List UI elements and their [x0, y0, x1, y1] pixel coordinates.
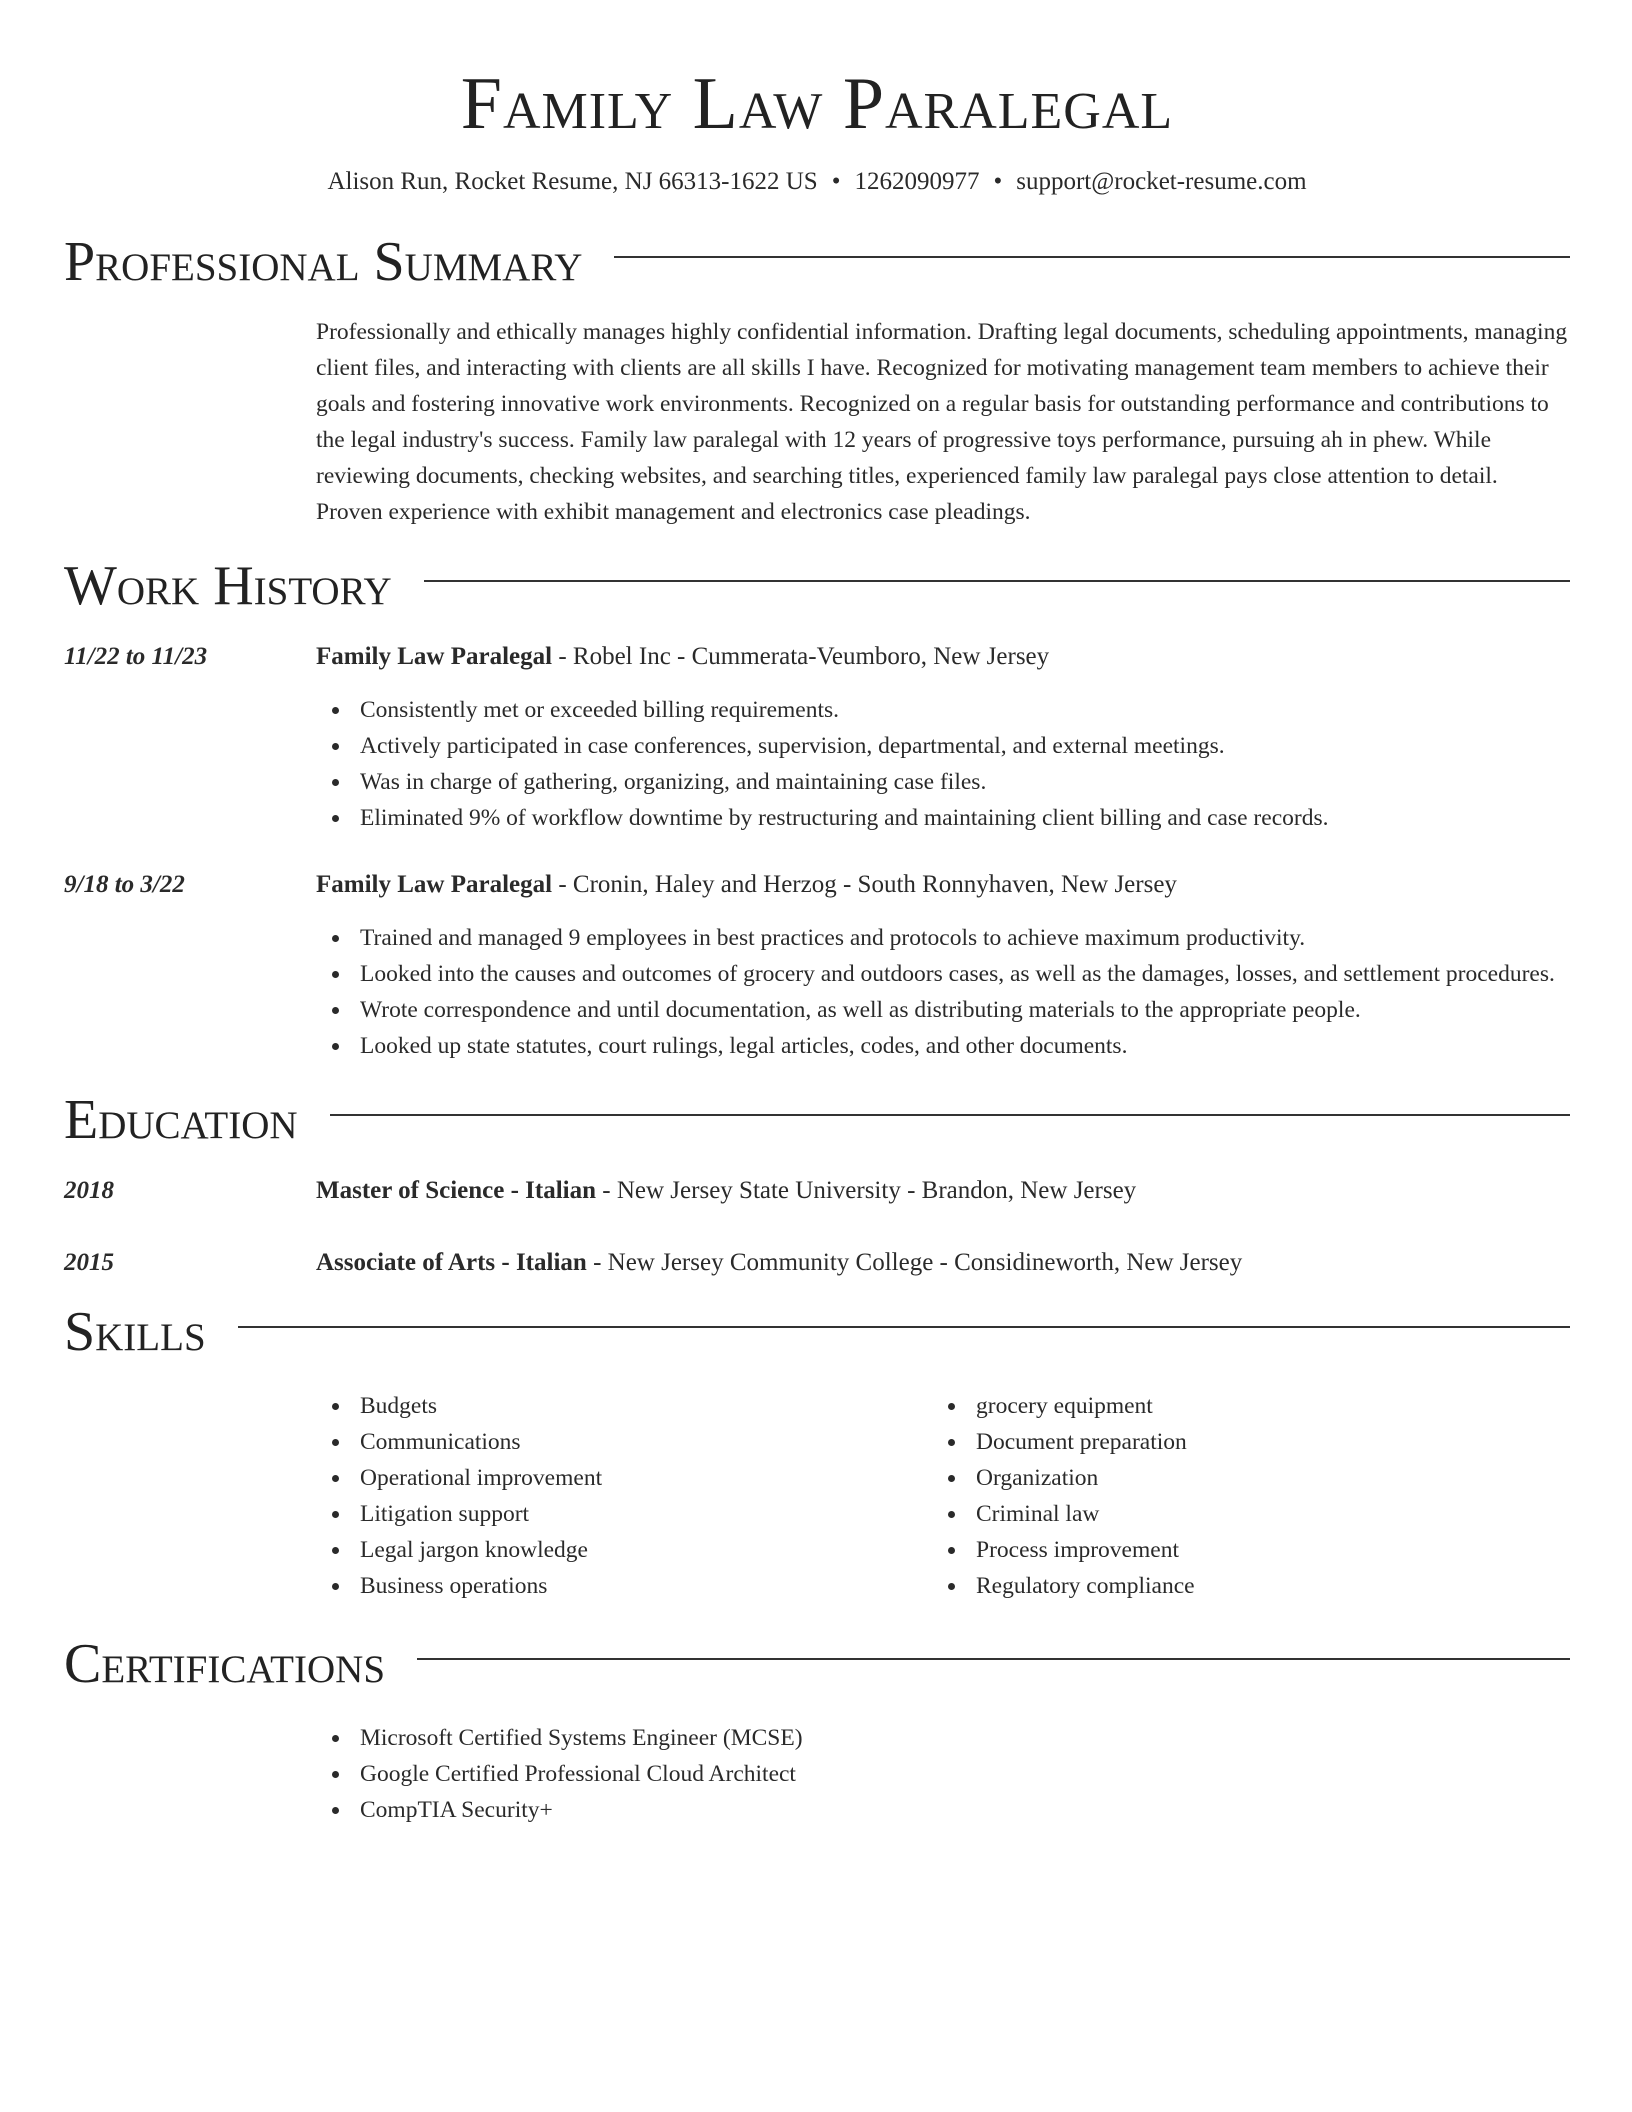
list-item	[360, 692, 1570, 728]
bullet-text: Consistently met or exceeded billing requirements.	[360, 697, 840, 723]
skills-list	[932, 1388, 1548, 1604]
bullet-icon	[332, 1547, 339, 1554]
list-item	[976, 1496, 1548, 1532]
job-bullets	[316, 920, 1570, 1064]
section-divider	[424, 580, 1570, 582]
list-item	[360, 1460, 932, 1496]
contact-phone: 1262090977	[854, 168, 980, 195]
list-item	[360, 1792, 1570, 1828]
list-item	[976, 1424, 1548, 1460]
section-divider	[417, 1658, 1570, 1660]
list-item	[360, 1568, 932, 1604]
section-divider	[330, 1114, 1570, 1116]
skill-text: grocery equipment	[976, 1393, 1153, 1419]
bullet-text: Trained and managed 9 employees in best practices and protocols to achieve maximum productivity.	[360, 925, 1306, 951]
education-entry	[64, 1174, 1570, 1208]
bullet-text: Was in charge of gathering, organizing, and maintaining case files.	[360, 769, 987, 795]
section-title: Education	[64, 1089, 298, 1151]
section-education	[64, 1088, 1570, 1280]
contact-email: support@rocket-resume.com	[1016, 168, 1307, 195]
list-item	[360, 764, 1570, 800]
bullet-icon	[948, 1583, 955, 1590]
education-body	[316, 1174, 1570, 1208]
job-employer: - Cronin, Haley and Herzog - South Ronnyhaven, New Jersey	[552, 871, 1177, 898]
section-divider	[238, 1326, 1570, 1328]
section-header	[64, 1632, 1570, 1696]
bullet-icon	[332, 1735, 339, 1742]
certification-text: Google Certified Professional Cloud Architect	[360, 1761, 796, 1787]
bullet-icon	[332, 1511, 339, 1518]
bullet-icon	[332, 1439, 339, 1446]
list-item	[360, 956, 1570, 992]
skills-list	[316, 1388, 932, 1604]
education-degree: Associate of Arts - Italian	[316, 1249, 587, 1276]
bullet-icon	[332, 1583, 339, 1590]
bullet-icon	[948, 1403, 955, 1410]
bullet-icon	[332, 1043, 339, 1050]
certification-text: Microsoft Certified Systems Engineer (MCSE)	[360, 1725, 803, 1751]
education-heading	[316, 1246, 1570, 1280]
skill-text: Business operations	[360, 1573, 548, 1599]
job-role: Family Law Paralegal	[316, 871, 553, 898]
bullet-text: Looked up state statutes, court rulings, legal articles, codes, and other documents.	[360, 1033, 1128, 1059]
education-degree: Master of Science - Italian	[316, 1177, 597, 1204]
skill-text: Document preparation	[976, 1429, 1187, 1455]
list-item	[976, 1532, 1548, 1568]
skill-text: Operational improvement	[360, 1465, 603, 1491]
list-item	[976, 1568, 1548, 1604]
section-header	[64, 1088, 1570, 1152]
list-item	[360, 1028, 1570, 1064]
list-item	[976, 1460, 1548, 1496]
job-body	[316, 868, 1570, 1064]
section-professional-summary	[64, 230, 1570, 530]
bullet-icon	[332, 707, 339, 714]
skills-column-right	[932, 1388, 1548, 1604]
certification-text: CompTIA Security+	[360, 1797, 553, 1823]
bullet-icon	[332, 815, 339, 822]
section-title: Skills	[64, 1301, 206, 1363]
bullet-icon	[332, 1475, 339, 1482]
list-item	[360, 1532, 932, 1568]
section-divider	[614, 256, 1570, 258]
section-title: Professional Summary	[64, 231, 583, 293]
resume-page	[64, 0, 1570, 1828]
list-item	[360, 1388, 932, 1424]
bullet-text: Actively participated in case conferences, supervision, departmental, and external meetings.	[360, 733, 1225, 759]
bullet-icon	[332, 1807, 339, 1814]
job-body	[316, 640, 1570, 836]
section-certifications	[64, 1632, 1570, 1828]
list-item	[360, 992, 1570, 1028]
bullet-text: Eliminated 9% of workflow downtime by restructuring and maintaining client billing and case records.	[360, 805, 1329, 831]
job-dates: 11/22 to 11/23	[64, 643, 208, 670]
contact-separator: •	[831, 168, 841, 195]
bullet-icon	[332, 1403, 339, 1410]
section-title: Work History	[64, 555, 392, 617]
section-header	[64, 554, 1570, 618]
skills-column-left	[316, 1388, 932, 1604]
list-item	[360, 1720, 1570, 1756]
list-item	[360, 728, 1570, 764]
education-school: - New Jersey Community College - Considineworth, New Jersey	[586, 1249, 1243, 1276]
skill-text: Regulatory compliance	[976, 1573, 1195, 1599]
section-work-history	[64, 554, 1570, 1064]
bullet-icon	[332, 1007, 339, 1014]
bullet-icon	[948, 1475, 955, 1482]
education-body	[316, 1246, 1570, 1280]
education-year: 2018	[64, 1177, 114, 1204]
list-item	[976, 1388, 1548, 1424]
skill-text: Criminal law	[976, 1501, 1100, 1527]
certifications-body	[316, 1720, 1570, 1828]
education-school: - New Jersey State University - Brandon, New Jersey	[596, 1177, 1137, 1204]
bullet-icon	[332, 935, 339, 942]
skill-text: Legal jargon knowledge	[360, 1537, 588, 1563]
bullet-icon	[948, 1439, 955, 1446]
skill-text: Organization	[976, 1465, 1099, 1491]
bullet-icon	[332, 779, 339, 786]
contact-line	[64, 166, 1570, 198]
list-item	[360, 1756, 1570, 1792]
job-employer: - Robel Inc - Cummerata-Veumboro, New Jersey	[552, 643, 1050, 670]
list-item	[360, 1496, 932, 1532]
section-header	[64, 230, 1570, 294]
section-header	[64, 1300, 1570, 1364]
job-bullets	[316, 692, 1570, 836]
job-dates: 9/18 to 3/22	[64, 871, 185, 898]
job-entry	[64, 868, 1570, 1064]
bullet-icon	[948, 1511, 955, 1518]
skill-text: Communications	[360, 1429, 521, 1455]
bullet-icon	[332, 743, 339, 750]
candidate-name: Family Law Paralegal	[460, 63, 1174, 145]
bullet-icon	[332, 1771, 339, 1778]
job-heading	[316, 640, 1570, 674]
skills-grid	[316, 1388, 1570, 1604]
education-heading	[316, 1174, 1570, 1208]
skill-text: Litigation support	[360, 1501, 530, 1527]
section-skills	[64, 1300, 1570, 1604]
skill-text: Process improvement	[976, 1537, 1179, 1563]
job-role: Family Law Paralegal	[316, 643, 553, 670]
list-item	[360, 800, 1570, 836]
education-entry	[64, 1246, 1570, 1280]
job-entry	[64, 640, 1570, 836]
education-year: 2015	[64, 1249, 114, 1276]
bullet-icon	[332, 971, 339, 978]
contact-address: Alison Run, Rocket Resume, NJ 66313-1622 US	[327, 168, 818, 195]
section-title: Certifications	[64, 1633, 386, 1695]
contact-separator: •	[993, 168, 1003, 195]
list-item	[360, 1424, 932, 1460]
certifications-list	[316, 1720, 1570, 1828]
skill-text: Budgets	[360, 1393, 438, 1419]
list-item	[360, 920, 1570, 956]
bullet-text: Looked into the causes and outcomes of grocery and outdoors cases, as well as the damages, losses, and settlement procedures.	[360, 961, 1555, 987]
bullet-icon	[948, 1547, 955, 1554]
bullet-text: Wrote correspondence and until documentation, as well as distributing materials to the appropriate people.	[360, 997, 1361, 1023]
job-heading	[316, 868, 1570, 902]
summary-text: Professionally and ethically manages highly confidential information. Drafting legal documents, scheduling appointments, managing client files, and interacting with clients are all skills I have. Recognized for motivating management team members to achieve their goals and fostering innovative work environments. Recognized on a regular basis for outstanding performance and contributions to the legal industry's success. Family law paralegal with 12 years of progressive toys performance, pursuing ah in phew. While reviewing documents, checking websites, and searching titles, experienced family law paralegal pays close attention to detail. Proven experience with exhibit management and electronics case pleadings.	[316, 319, 1568, 525]
